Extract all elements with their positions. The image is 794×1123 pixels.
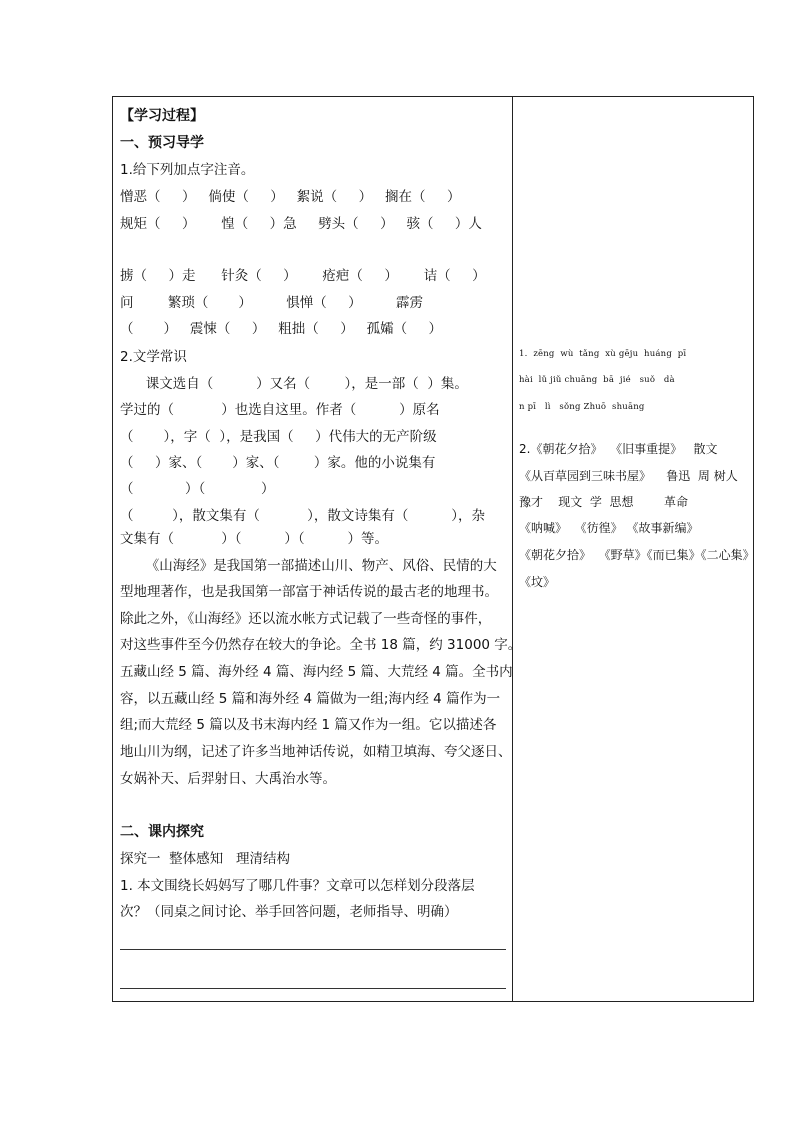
shanhaijing-paragraph-line: 型地理著作，也是我国第一部富于神话传说的最古老的地理书。 [120, 584, 498, 600]
inquiry-question: 1. 本文围绕长妈妈写了哪几件事？文章可以怎样划分段落层 [120, 878, 475, 894]
literature-line: （ ），散文集有（ ），散文诗集有（ ），杂 [120, 508, 485, 524]
inquiry-heading: 二、课内探究 [120, 824, 204, 840]
pinyin-words-line: 问 繁琐（ ） 惧惮（ ） 霹雳 [120, 295, 423, 311]
preview-heading: 一、预习导学 [120, 135, 204, 151]
shanhaijing-paragraph-line: 容，以五藏山经 5 篇和海外经 4 篇做为一组;海内经 4 篇作为一 [120, 691, 501, 707]
pinyin-words-line: （ ） 震悚（ ） 粗拙（ ） 孤孀（ ） [120, 321, 443, 337]
pinyin-answer-line: hài lǔ jiǔ chuāng bā jié suǒ dà [519, 375, 675, 385]
literature-line: 课文选自（ ）又名（ ），是一部（ ）集。 [120, 376, 468, 392]
process-heading: 【学习过程】 [120, 108, 204, 124]
shanhaijing-paragraph-line: 组;而大荒经 5 篇以及书末海内经 1 篇又作为一组。它以描述各 [120, 717, 497, 733]
pinyin-words-line: 憎恶（ ） 倘使（ ） 絮说（ ） 搁在（ ） [120, 189, 461, 205]
pinyin-words-line: 掳（ ）走 针灸（ ） 疮疤（ ） 诘（ ） [120, 268, 486, 284]
shanhaijing-paragraph-line: 女娲补天、后羿射日、大禹治水等。 [120, 771, 336, 787]
literature-line: （ ）（ ） [120, 481, 275, 497]
literature-answer-line: 2.《朝花夕拾》 《旧事重提》 散文 [519, 442, 718, 456]
literature-answer-line: 豫才 现文 学 思想 革命 [519, 495, 689, 509]
answer-line[interactable] [120, 988, 506, 989]
shanhaijing-paragraph-line: 地山川为纲，记述了许多当地神话传说，如精卫填海、夸父逐日、 [120, 744, 512, 760]
literature-line: （ ），字（ ），是我国（ ）代伟大的无产阶级 [120, 429, 437, 445]
literature-answer-line: 《从百草园到三味书屋》 鲁迅 周 树人 [519, 469, 738, 483]
inquiry-subheading: 探究一 整体感知 理清结构 [120, 851, 290, 867]
worksheet-table [112, 96, 754, 1002]
q2-prompt: 2.文学常识 [120, 349, 187, 365]
q1-prompt: 1.给下列加点字注音。 [120, 162, 255, 178]
literature-answer-line: 《坟》 [519, 575, 556, 589]
pinyin-words-line: 规矩（ ） 惶（ ）急 劈头（ ） 骇（ ）人 [120, 216, 482, 232]
shanhaijing-paragraph-line: 对这些事件至今仍然存在较大的争论。全书 18 篇，约 31000 字。 [120, 637, 522, 653]
inquiry-question: 次？（同桌之间讨论、举手回答问题，老师指导、明确） [120, 904, 458, 920]
literature-answer-line: 《呐喊》 《彷徨》 《故事新编》 [519, 521, 699, 535]
column-divider [512, 97, 513, 1001]
literature-line: 文集有（ ）（ ）（ ）等。 [120, 531, 389, 547]
literature-line: （ ）家、（ ）家、（ ）家。他的小说集有 [120, 455, 436, 471]
literature-line: 学过的（ ）也选自这里。作者（ ）原名 [120, 402, 440, 418]
shanhaijing-paragraph-line: 五藏山经 5 篇、海外经 4 篇、海内经 5 篇、大荒经 4 篇。全书内 [120, 664, 513, 680]
answer-line[interactable] [120, 949, 506, 950]
literature-answer-line: 《朝花夕拾》 《野草》《而已集》《二心集》 [519, 548, 755, 562]
shanhaijing-paragraph-line: 《山海经》是我国第一部描述山川、物产、风俗、民情的大 [120, 558, 497, 574]
shanhaijing-paragraph-line: 除此之外，《山海经》还以流水帐方式记载了一些奇怪的事件， [120, 611, 492, 627]
pinyin-answer-line: n pī lì sǒng Zhuō shuāng [519, 402, 645, 412]
pinyin-answer-line: 1. zēng wù tǎng xù gēju huáng pī [519, 349, 687, 359]
